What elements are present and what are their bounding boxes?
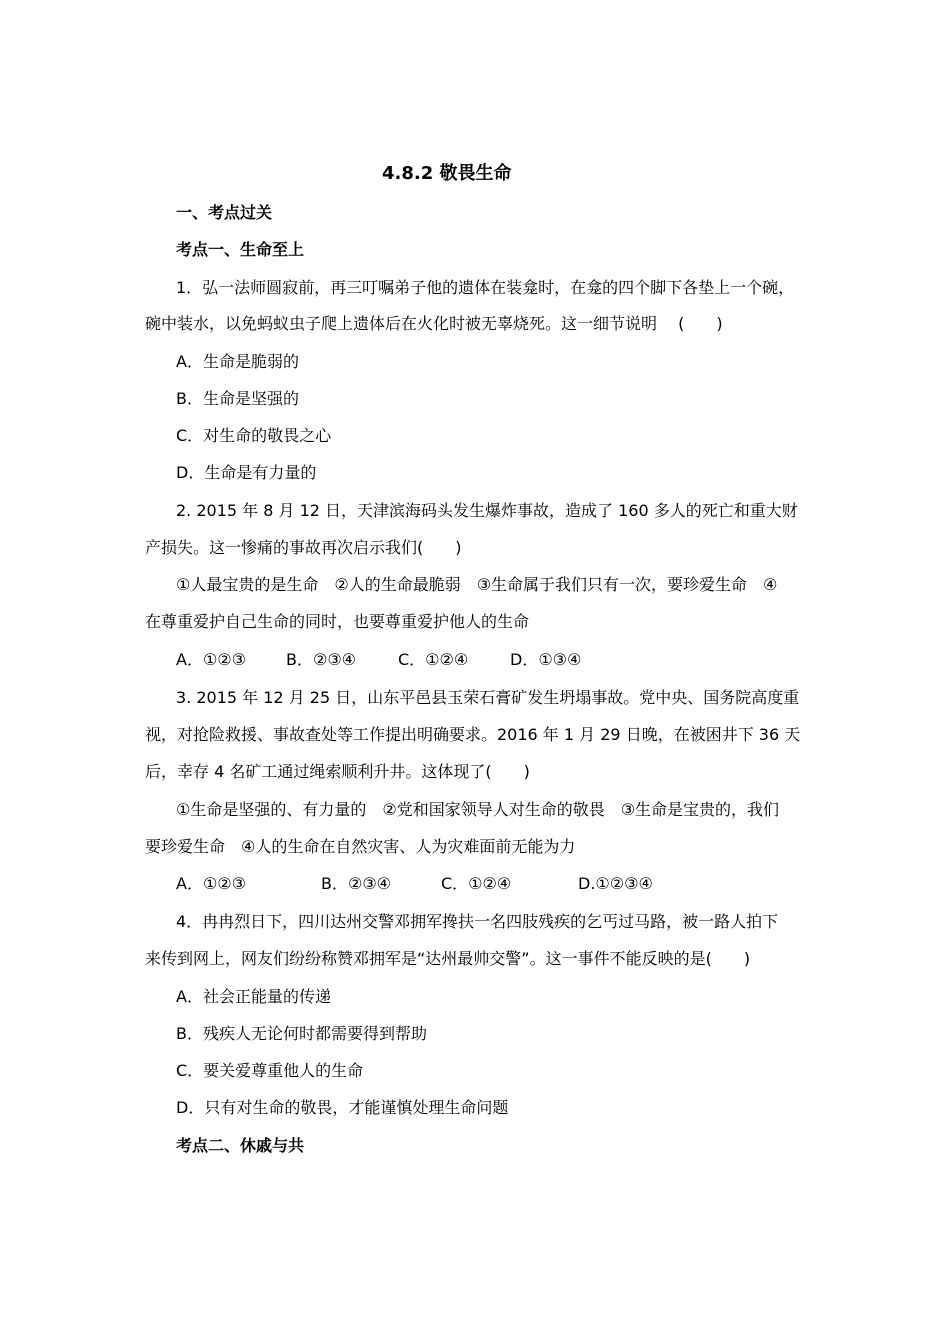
question-3-option-b: B．②③④ [321,874,392,893]
question-4-option-c: C．要关爱尊重他人的生命 [176,1061,364,1080]
question-4-line-2: 来传到网上，网友们纷纷称赞邓拥军是“达州最帅交警”。这一事件不能反映的是( ) [145,949,751,968]
question-1-option-c: C．对生命的敬畏之心 [176,426,332,445]
question-1-option-a: A．生命是脆弱的 [176,352,299,371]
question-1-option-b: B．生命是坚强的 [176,389,299,408]
question-2-option-b: B．②③④ [286,650,357,669]
question-4-option-d: D．只有对生命的敬畏，才能谨慎处理生命问题 [176,1098,509,1117]
question-3-line-1: 3. 2015 年 12 月 25 日，山东平邑县玉荣石膏矿发生坍塌事故。党中央、国务院高度重 [176,688,800,707]
question-4-option-a: A．社会正能量的传递 [176,987,331,1006]
question-2-option-c: C．①②④ [398,650,469,669]
topic-heading-1: 考点一、生命至上 [176,240,305,259]
question-1-line-2: 碗中装水，以免蚂蚁虫子爬上遗体后在火化时被无辜烧死。这一细节说明 ( ) [145,314,723,333]
question-4-option-b: B．残疾人无论何时都需要得到帮助 [176,1024,427,1043]
question-1-line-1: 1．弘一法师圆寂前，再三叮嘱弟子他的遗体在装龛时，在龛的四个脚下各垫上一个碗， [176,278,795,297]
question-2-line-2: 产损失。这一惨痛的事故再次启示我们( ) [145,538,462,557]
question-2-option-a: A．①②③ [176,650,246,669]
question-3-option-a: A．①②③ [176,874,246,893]
question-2-line-1: 2. 2015 年 8 月 12 日，天津滨海码头发生爆炸事故，造成了 160 多人的死亡和重大财 [176,501,798,520]
question-1-option-d: D．生命是有力量的 [176,463,317,482]
question-2-statement-1: ①人最宝贵的是生命 ②人的生命最脆弱 ③生命属于我们只有一次，要珍爱生命 ④ [176,575,778,594]
question-4-line-1: 4．冉冉烈日下，四川达州交警邓拥军搀扶一名四肢残疾的乞丐过马路，被一路人拍下 [176,912,779,931]
question-3-line-3: 后，幸存 4 名矿工通过绳索顺利升井。这体现了( ) [145,762,530,781]
question-3-statement-1: ①生命是坚强的、有力量的 ②党和国家领导人对生命的敬畏 ③生命是宝贵的，我们 [176,800,780,819]
question-2-options [176,650,581,670]
question-2-option-d: D．①③④ [510,650,582,669]
question-3-line-2: 视，对抢险救援、事故查处等工作提出明确要求。2016 年 1 月 29 日晚，在被困井下 36 天 [145,725,801,744]
section-heading: 一、考点过关 [176,203,273,222]
question-2-statement-2: 在尊重爱护自己生命的同时，也要尊重爱护他人的生命 [145,612,530,631]
document-title: 4.8.2 敬畏生命 [382,163,512,184]
question-3-statement-2: 要珍爱生命 ④人的生命在自然灾害、人为灾难面前无能为力 [145,837,576,856]
question-3-option-c: C．①②④ [441,874,512,893]
question-3-option-d: D.①②③④ [578,874,653,893]
question-3-options [176,874,653,894]
topic-heading-2: 考点二、休戚与共 [176,1136,305,1155]
